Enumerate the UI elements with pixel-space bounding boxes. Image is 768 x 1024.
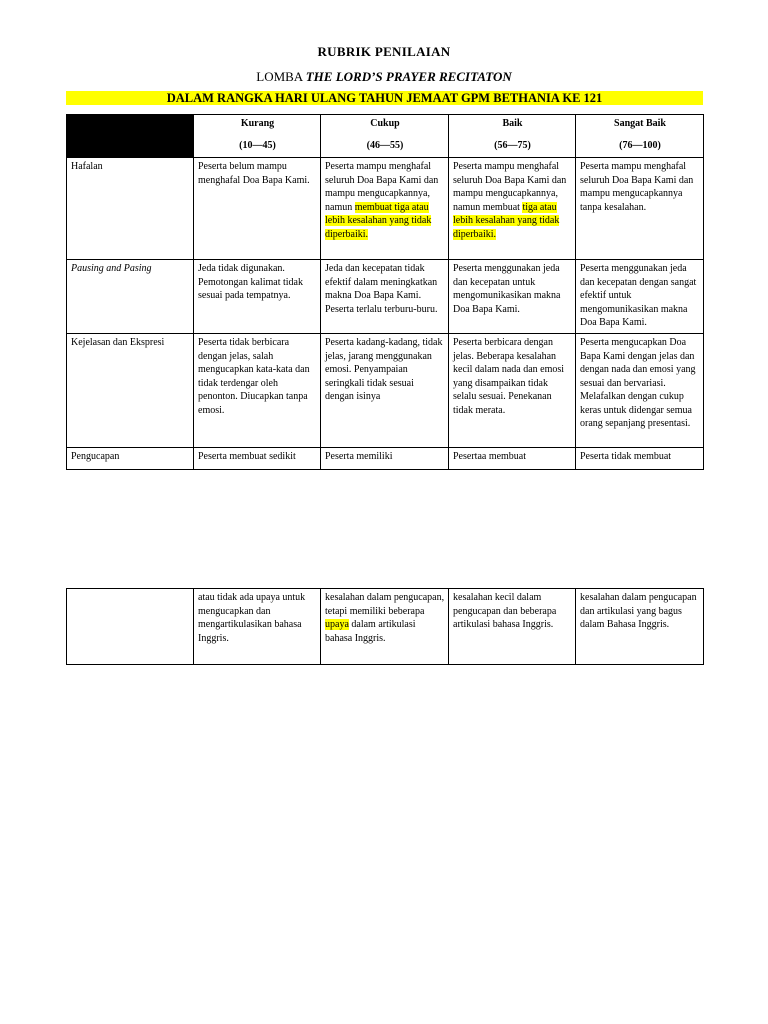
header-label: Baik <box>502 118 523 129</box>
cell-text: Peserta mampu menghafal seluruh Doa Bapa Kami dan mampu mengucapkannya, namun membuat <box>453 161 567 213</box>
kurang-cell: atau tidak ada upaya untuk mengucapkan dan mengartikulasikan bahasa Inggris. <box>194 589 321 665</box>
table-row <box>67 589 704 665</box>
criterion-cell: Pengucapan <box>67 448 194 470</box>
baik-cell <box>449 158 576 260</box>
table-row <box>67 158 704 260</box>
kurang-cell: Peserta tidak berbicara dengan jelas, salah mengucapkan kata-kata dan tidak terdengar oleh penonton. Diucapkan tanpa emosi. <box>194 334 321 448</box>
header-label: Cukup <box>370 118 400 129</box>
header-kurang <box>194 115 321 158</box>
cukup-cell <box>321 158 449 260</box>
baik-cell: Peserta menggunakan jeda dan kecepatan untuk mengomunikasikan makna Doa Bapa Kami. <box>449 260 576 334</box>
table-row <box>67 448 704 470</box>
header-label: Kurang <box>240 118 275 129</box>
header-sangat-baik <box>576 115 704 158</box>
event-banner: DALAM RANGKA HARI ULANG TAHUN JEMAAT GPM BETHANIA KE 121 <box>66 91 703 105</box>
rubric-table <box>66 114 704 470</box>
criterion-cell: Hafalan <box>67 158 194 260</box>
sangat-baik-cell: kesalahan dalam pengucapan dan artikulasi yang bagus dalam Bahasa Inggris. <box>576 589 704 665</box>
sangat-baik-cell: Peserta mampu menghafal seluruh Doa Bapa Kami dan mampu mengucapkannya tanpa kesalahan. <box>576 158 704 260</box>
header-label: Sangat Baik <box>614 118 666 129</box>
rubric-table-continuation <box>66 588 704 665</box>
cell-text: Peserta mampu menghafal seluruh Doa Bapa Kami dan mampu mengucapkannya, namun <box>325 161 439 213</box>
kurang-cell: Peserta membuat sedikit <box>194 448 321 470</box>
cell-text: kesalahan dalam pengucapan, tetapi memiliki beberapa <box>325 592 445 617</box>
sangat-baik-cell: Peserta mengucapkan Doa Bapa Kami dengan jelas dan dengan nada dan emosi yang sesuai dan bervariasi. Melafalkan dengan cukup keras untuk didengar semua orang sepanjang presentasi. <box>576 334 704 448</box>
baik-cell: kesalahan kecil dalam pengucapan dan beberapa artikulasi bahasa Inggris. <box>449 589 576 665</box>
kurang-cell: Jeda tidak digunakan. Pemotongan kalimat tidak sesuai pada tempatnya. <box>194 260 321 334</box>
criterion-cell: Pausing and Pasing <box>67 260 194 334</box>
cukup-cell: Peserta memiliki <box>321 448 449 470</box>
sangat-baik-cell: Peserta menggunakan jeda dan kecepatan dengan sangat efektif untuk mengomunikasikan makna Doa Bapa Kami. <box>576 260 704 334</box>
subtitle-emphasis: THE LORD’S PRAYER RECITATON <box>305 69 512 84</box>
cukup-cell: Jeda dan kecepatan tidak efektif dalam meningkatkan makna Doa Bapa Kami. Peserta terlalu terburu-buru. <box>321 260 449 334</box>
table-row <box>67 260 704 334</box>
baik-cell: Peserta berbicara dengan jelas. Beberapa kesalahan kecil dalam nada dan emosi yang disampaikan tidak selalu sesuai. Penekanan tidak merata. <box>449 334 576 448</box>
header-range: (76—100) <box>619 139 661 151</box>
highlighted-text: membuat tiga atau lebih kesalahan yang tidak diperbaiki. <box>325 201 432 240</box>
table-row <box>67 334 704 448</box>
header-range: (10—45) <box>239 139 276 151</box>
document-subtitle <box>0 69 768 85</box>
header-range: (46—55) <box>366 139 404 151</box>
kurang-cell: Peserta belum mampu menghafal Doa Bapa Kami. <box>194 158 321 260</box>
header-row <box>67 115 704 158</box>
cukup-cell <box>321 589 449 665</box>
criterion-cell <box>67 589 194 665</box>
header-corner-cell <box>67 115 194 158</box>
cell-text: dalam artikulasi bahasa Inggris. <box>325 619 416 644</box>
highlighted-text: tiga atau lebih kesalahan yang tidak diperbaiki. <box>453 201 560 240</box>
highlighted-text: upaya <box>325 619 349 630</box>
header-range: (56—75) <box>494 139 531 151</box>
subtitle-prefix: LOMBA <box>256 69 303 84</box>
header-baik <box>449 115 576 158</box>
criterion-cell: Kejelasan dan Ekspresi <box>67 334 194 448</box>
baik-cell: Pesertaa membuat <box>449 448 576 470</box>
cukup-cell: Peserta kadang-kadang, tidak jelas, jarang menggunakan emosi. Penyampaian seringkali tidak sesuai dengan isinya <box>321 334 449 448</box>
sangat-baik-cell: Peserta tidak membuat <box>576 448 704 470</box>
header-cukup <box>321 115 449 158</box>
document-title: RUBRIK PENILAIAN <box>317 44 451 59</box>
